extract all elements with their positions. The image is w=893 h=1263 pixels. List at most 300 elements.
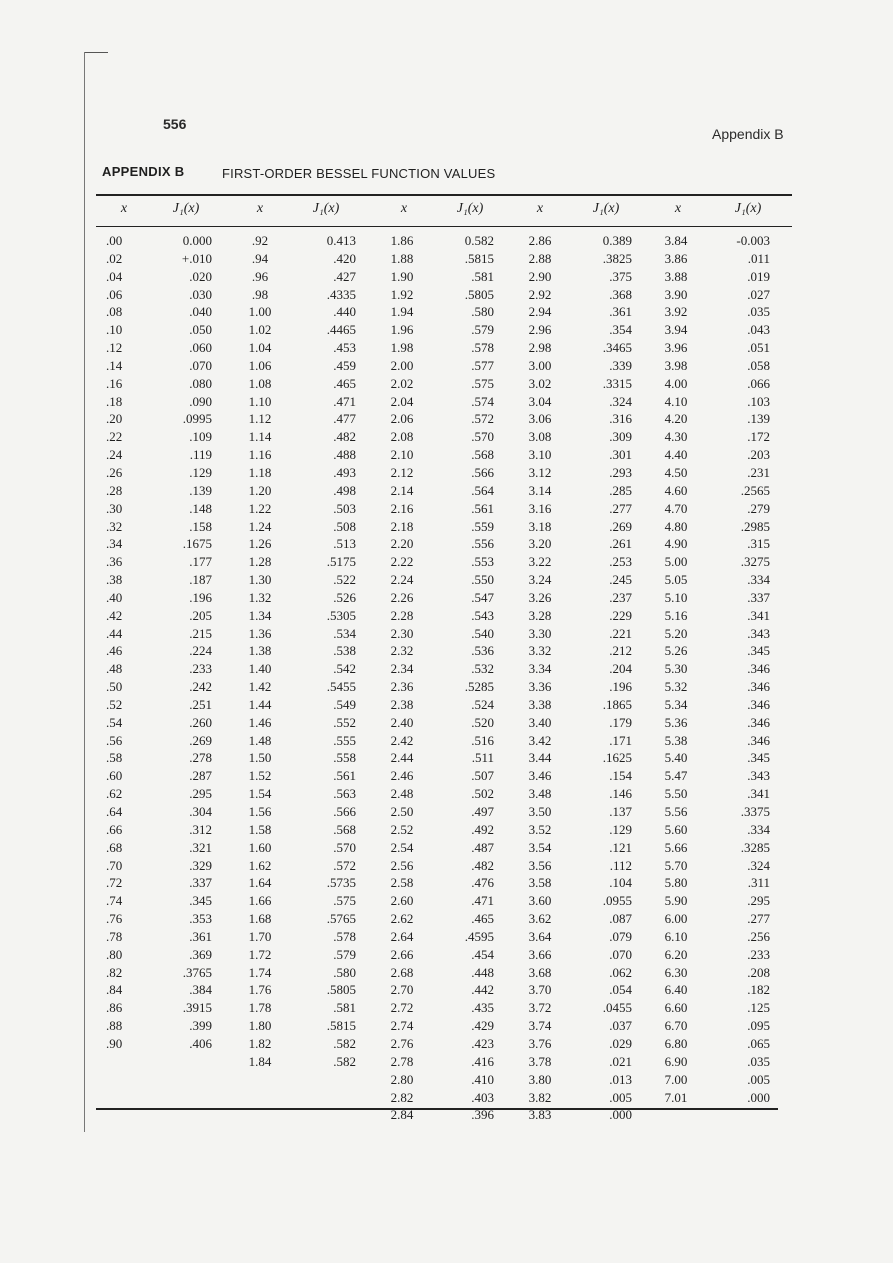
j-value-cell: .582 [333, 1053, 356, 1069]
x-value-cell: 1.76 [248, 982, 272, 998]
j-value-cell: .309 [609, 429, 632, 445]
x-value-cell: 2.96 [528, 322, 552, 338]
j-value-cell: .0995 [182, 411, 212, 427]
x-value-cell: 3.32 [528, 643, 552, 659]
j-value-cell: .129 [609, 821, 632, 837]
x-value-cell: 2.20 [390, 536, 414, 552]
x-value-cell: 1.88 [390, 250, 414, 266]
header-x-3: x [400, 201, 408, 216]
x-value-cell: 2.98 [528, 340, 552, 356]
x-column-3 [376, 232, 428, 1124]
j-value-cell: .572 [333, 857, 356, 873]
x-value-cell: 5.80 [664, 875, 688, 891]
x-value-cell: .32 [106, 518, 123, 534]
x-value-cell: 3.10 [528, 447, 552, 463]
x-value-cell: 1.70 [248, 928, 272, 944]
x-value-cell: 4.10 [664, 393, 688, 409]
j-value-cell: .129 [189, 464, 212, 480]
x-value-cell: 2.86 [528, 233, 552, 248]
x-value-cell: 3.06 [528, 411, 552, 427]
j-value-cell: .471 [471, 893, 494, 909]
j-value-cell: .3915 [182, 1000, 212, 1016]
j-value-cell: .148 [189, 500, 212, 516]
j-value-cell: .534 [333, 625, 356, 641]
j-value-cell: .572 [471, 411, 494, 427]
x-value-cell: 2.74 [390, 1018, 414, 1034]
x-value-cell: 3.20 [528, 536, 552, 552]
x-value-cell: 2.92 [528, 286, 552, 302]
x-value-cell: 1.54 [248, 786, 272, 802]
x-value-cell: .46 [106, 643, 123, 659]
j-value-cell: .233 [189, 661, 212, 677]
j-value-cell: .0955 [602, 893, 632, 909]
j-value-cell: .5175 [326, 554, 356, 570]
x-value-cell: 2.08 [390, 429, 414, 445]
x-value-cell: 3.28 [528, 607, 552, 623]
x-value-cell: 3.00 [528, 357, 552, 373]
j-value-cell: .423 [471, 1035, 494, 1051]
j-value-cell: .5285 [464, 679, 494, 695]
x-value-cell: 2.18 [390, 518, 414, 534]
x-value-cell: 1.20 [248, 482, 272, 498]
x-value-cell: 2.56 [390, 857, 414, 873]
page-number: 556 [163, 116, 187, 132]
j-value-cell: .536 [471, 643, 494, 659]
j-value-cell: .5815 [326, 1018, 356, 1034]
x-value-cell: 1.06 [248, 357, 272, 373]
x-value-cell: .04 [106, 268, 123, 284]
j-value-cell: .095 [747, 1018, 770, 1034]
j-value-cell: .080 [189, 375, 212, 391]
j-value-cell: .2565 [740, 482, 770, 498]
j-column-2 [292, 232, 356, 1071]
x-value-cell: 2.02 [390, 375, 414, 391]
j-value-cell: .477 [333, 411, 356, 427]
j-value-cell: .493 [333, 464, 356, 480]
j-value-cell: -0.003 [736, 233, 770, 248]
j-value-cell: .559 [471, 518, 494, 534]
j-value-cell: .051 [747, 340, 770, 356]
j-value-cell: .416 [471, 1053, 494, 1069]
j-value-cell: .277 [609, 500, 632, 516]
x-value-cell: 1.16 [248, 447, 272, 463]
j-value-cell: .5805 [326, 982, 356, 998]
j-value-cell: .346 [747, 714, 770, 730]
x-value-cell: 1.12 [248, 411, 272, 427]
x-value-cell: 2.26 [390, 589, 414, 605]
j-value-cell: 0.582 [464, 233, 494, 248]
x-value-cell: .30 [106, 500, 123, 516]
x-value-cell: 2.24 [390, 572, 414, 588]
x-value-cell: 2.64 [390, 928, 414, 944]
x-value-cell: 4.40 [664, 447, 688, 463]
x-value-cell: .62 [106, 786, 123, 802]
j-value-cell: .062 [609, 964, 632, 980]
x-value-cell: 3.36 [528, 679, 552, 695]
x-value-cell: 6.90 [664, 1053, 688, 1069]
x-value-cell: .78 [106, 928, 123, 944]
x-value-cell: 7.00 [664, 1071, 688, 1087]
x-value-cell: 3.50 [528, 804, 552, 819]
header-x-1: x [120, 201, 128, 216]
x-value-cell: 2.84 [390, 1107, 414, 1123]
j-value-cell: .000 [747, 1089, 770, 1105]
x-column-2 [234, 232, 286, 1071]
x-value-cell: 1.84 [248, 1053, 272, 1069]
j-value-cell: .558 [333, 750, 356, 766]
j-value-cell: .476 [471, 875, 494, 891]
x-value-cell: 6.70 [664, 1018, 688, 1034]
j-value-cell: .215 [189, 625, 212, 641]
j-value-cell: .353 [189, 911, 212, 927]
j-value-cell: .2985 [740, 518, 770, 534]
x-value-cell: 3.86 [664, 250, 688, 266]
x-value-cell: 3.90 [664, 286, 688, 302]
j-value-cell: .516 [471, 732, 494, 748]
j-value-cell: .345 [747, 643, 770, 659]
j-value-cell: .060 [189, 340, 212, 356]
j-value-cell: 0.389 [602, 233, 632, 248]
x-value-cell: 4.50 [664, 464, 688, 480]
header-x-5: x [674, 201, 682, 216]
j-value-cell: .196 [189, 589, 212, 605]
j-value-cell: .555 [333, 732, 356, 748]
j-value-cell: .090 [189, 393, 212, 409]
x-value-cell: 1.04 [248, 340, 272, 356]
x-value-cell: 1.60 [248, 839, 272, 855]
j-value-cell: .346 [747, 661, 770, 677]
j-value-cell: .5735 [326, 875, 356, 891]
x-value-cell: 3.22 [528, 554, 552, 570]
x-value-cell: 2.16 [390, 500, 414, 516]
x-value-cell: 1.30 [248, 572, 272, 588]
j-value-cell: .287 [189, 768, 212, 784]
j-value-cell: .440 [333, 304, 356, 320]
j-value-cell: .561 [333, 768, 356, 784]
j-value-cell: .581 [333, 1000, 356, 1016]
x-value-cell: 5.05 [664, 572, 688, 588]
j-value-cell: .341 [747, 786, 770, 802]
x-value-cell: 2.68 [390, 964, 414, 980]
j-column-4 [568, 232, 632, 1124]
j-value-cell: .354 [609, 322, 632, 338]
x-value-cell: 2.54 [390, 839, 414, 855]
j-value-cell: .454 [471, 946, 494, 962]
x-value-cell: 3.74 [528, 1018, 552, 1034]
x-value-cell: 6.60 [664, 1000, 688, 1016]
j-column-1 [148, 232, 212, 1053]
j-value-cell: .343 [747, 625, 770, 641]
j-value-cell: .337 [189, 875, 212, 891]
j-value-cell: .269 [609, 518, 632, 534]
j-column-5 [706, 232, 770, 1106]
x-value-cell: 1.96 [390, 322, 414, 338]
x-value-cell: 4.20 [664, 411, 688, 427]
x-value-cell: 1.74 [248, 964, 272, 980]
j-value-cell: .563 [333, 786, 356, 802]
x-value-cell: 1.92 [390, 286, 414, 302]
x-value-cell: 3.46 [528, 768, 552, 784]
x-value-cell: 2.34 [390, 661, 414, 677]
j-value-cell: .187 [189, 572, 212, 588]
x-value-cell: 2.14 [390, 482, 414, 498]
j-value-cell: .345 [747, 750, 770, 766]
j-value-cell: .277 [747, 911, 770, 927]
x-value-cell: 1.28 [248, 554, 272, 570]
j-value-cell: .087 [609, 911, 632, 927]
x-value-cell: 1.44 [248, 696, 272, 712]
j-value-cell: .054 [609, 982, 632, 998]
j-value-cell: .125 [747, 1000, 770, 1016]
x-value-cell: 3.38 [528, 696, 552, 712]
j-value-cell: .315 [747, 536, 770, 552]
j-value-cell: .1625 [602, 750, 632, 766]
j-value-cell: .5815 [464, 250, 494, 266]
x-value-cell: 4.30 [664, 429, 688, 445]
j-value-cell: .304 [189, 804, 212, 819]
x-value-cell: .24 [106, 447, 123, 463]
x-value-cell: 1.32 [248, 589, 272, 605]
j-value-cell: .4595 [464, 928, 494, 944]
j-value-cell: .540 [471, 625, 494, 641]
j-value-cell: .035 [747, 304, 770, 320]
j-value-cell: .065 [747, 1035, 770, 1051]
x-value-cell: .60 [106, 768, 123, 784]
j-value-cell: .013 [609, 1071, 632, 1087]
x-value-cell: 1.52 [248, 768, 272, 784]
x-value-cell: 5.40 [664, 750, 688, 766]
x-value-cell: 5.47 [664, 768, 688, 784]
j-value-cell: .3275 [740, 554, 770, 570]
j-value-cell: .3375 [740, 804, 770, 819]
j-value-cell: .179 [609, 714, 632, 730]
j-value-cell: .005 [609, 1089, 632, 1105]
x-value-cell: 1.98 [390, 340, 414, 356]
appendix-label: APPENDIX B [102, 164, 185, 179]
x-value-cell: 3.56 [528, 857, 552, 873]
x-value-cell: 3.08 [528, 429, 552, 445]
j-value-cell: .3315 [602, 375, 632, 391]
j-value-cell: .040 [189, 304, 212, 320]
x-value-cell: 1.10 [248, 393, 272, 409]
j-value-cell: .410 [471, 1071, 494, 1087]
x-value-cell: 5.32 [664, 679, 688, 695]
j-value-cell: .549 [333, 696, 356, 712]
x-value-cell: 3.72 [528, 1000, 552, 1016]
j-value-cell: .312 [189, 821, 212, 837]
j-value-cell: .154 [609, 768, 632, 784]
j-value-cell: .448 [471, 964, 494, 980]
j-value-cell: .403 [471, 1089, 494, 1105]
x-value-cell: .66 [106, 821, 123, 837]
j-value-cell: .119 [189, 447, 212, 463]
j-value-cell: .579 [471, 322, 494, 338]
j-value-cell: .301 [609, 447, 632, 463]
j-value-cell: .109 [189, 429, 212, 445]
j-value-cell: .543 [471, 607, 494, 623]
j-value-cell: .346 [747, 696, 770, 712]
j-value-cell: .237 [609, 589, 632, 605]
x-value-cell: 5.34 [664, 696, 688, 712]
j-value-cell: .503 [333, 500, 356, 516]
x-value-cell: 5.38 [664, 732, 688, 748]
j-value-cell: .278 [189, 750, 212, 766]
j-value-cell: .253 [609, 554, 632, 570]
j-value-cell: .5765 [326, 911, 356, 927]
x-value-cell: 3.62 [528, 911, 552, 927]
x-value-cell: 4.00 [664, 375, 688, 391]
header-j-5: J₁(x) [734, 201, 762, 216]
j-value-cell: .020 [189, 268, 212, 284]
x-value-cell: 3.12 [528, 464, 552, 480]
j-value-cell: .212 [609, 643, 632, 659]
j-value-cell: .538 [333, 643, 356, 659]
x-value-cell: 5.26 [664, 643, 688, 659]
x-value-cell: 5.90 [664, 893, 688, 909]
j-value-cell: .561 [471, 500, 494, 516]
x-value-cell: 6.20 [664, 946, 688, 962]
j-value-cell: .520 [471, 714, 494, 730]
j-value-cell: .396 [471, 1107, 494, 1123]
x-value-cell: 2.82 [390, 1089, 414, 1105]
x-value-cell: 4.90 [664, 536, 688, 552]
j-value-cell: .112 [609, 857, 632, 873]
x-value-cell: 4.80 [664, 518, 688, 534]
x-value-cell: 1.02 [248, 322, 272, 338]
j-value-cell: .492 [471, 821, 494, 837]
x-value-cell: .44 [106, 625, 123, 641]
j-value-cell: .203 [747, 447, 770, 463]
x-value-cell: .92 [251, 233, 269, 248]
j-value-cell: .427 [333, 268, 356, 284]
x-value-cell: 3.52 [528, 821, 552, 837]
x-value-cell: 2.58 [390, 875, 414, 891]
header-j-3: J₁(x) [456, 201, 484, 216]
x-value-cell: 1.38 [248, 643, 272, 659]
j-value-cell: .293 [609, 464, 632, 480]
running-head: Appendix B [712, 126, 784, 142]
x-value-cell: 3.80 [528, 1071, 552, 1087]
j-value-cell: .334 [747, 572, 770, 588]
x-value-cell: 3.94 [664, 322, 688, 338]
x-value-cell: 2.38 [390, 696, 414, 712]
x-value-cell: 5.16 [664, 607, 688, 623]
x-value-cell: 2.00 [390, 357, 414, 373]
x-value-cell: 2.66 [390, 946, 414, 962]
j-value-cell: .550 [471, 572, 494, 588]
x-value-cell: .58 [106, 750, 123, 766]
x-value-cell: 3.30 [528, 625, 552, 641]
j-value-cell: .580 [333, 964, 356, 980]
x-value-cell: 3.66 [528, 946, 552, 962]
j-value-cell: .522 [333, 572, 356, 588]
x-value-cell: .26 [106, 464, 123, 480]
x-value-cell: .76 [106, 911, 123, 927]
j-value-cell: .321 [189, 839, 212, 855]
x-value-cell: 3.58 [528, 875, 552, 891]
j-value-cell: .035 [747, 1053, 770, 1069]
x-value-cell: .54 [106, 714, 123, 730]
j-value-cell: .070 [609, 946, 632, 962]
x-value-cell: .84 [106, 982, 123, 998]
x-value-cell: .86 [106, 1000, 123, 1016]
x-value-cell: 1.50 [248, 750, 272, 766]
x-value-cell: 2.30 [390, 625, 414, 641]
x-value-cell: .96 [251, 268, 269, 284]
j-value-cell: .507 [471, 768, 494, 784]
x-value-cell: 2.52 [390, 821, 414, 837]
j-value-cell: .406 [189, 1035, 212, 1051]
x-value-cell: 2.90 [528, 268, 552, 284]
x-value-cell: .20 [106, 411, 123, 427]
x-value-cell: 4.60 [664, 482, 688, 498]
j-value-cell: .420 [333, 250, 356, 266]
x-value-cell: 3.26 [528, 589, 552, 605]
j-value-cell: .566 [333, 804, 356, 819]
j-value-cell: .552 [333, 714, 356, 730]
j-value-cell: .442 [471, 982, 494, 998]
j-value-cell: .233 [747, 946, 770, 962]
x-value-cell: 3.16 [528, 500, 552, 516]
j-value-cell: .285 [609, 482, 632, 498]
j-value-cell: .221 [609, 625, 632, 641]
j-value-cell: .324 [747, 857, 770, 873]
j-value-cell: .043 [747, 322, 770, 338]
x-value-cell: .50 [106, 679, 123, 695]
j-value-cell: .575 [471, 375, 494, 391]
j-value-cell: .346 [747, 679, 770, 695]
x-value-cell: 3.88 [664, 268, 688, 284]
j-value-cell: .172 [747, 429, 770, 445]
x-value-cell: .14 [106, 357, 123, 373]
x-value-cell: 1.72 [248, 946, 272, 962]
j-value-cell: .487 [471, 839, 494, 855]
x-value-cell: 3.60 [528, 893, 552, 909]
j-value-cell: .011 [747, 250, 770, 266]
x-value-cell: .34 [106, 536, 123, 552]
j-value-cell: .435 [471, 1000, 494, 1016]
x-value-cell: 3.02 [528, 375, 552, 391]
page-edge-top [84, 52, 108, 53]
j-value-cell: .564 [471, 482, 494, 498]
j-value-cell: .334 [747, 821, 770, 837]
j-value-cell: .251 [189, 696, 212, 712]
j-value-cell: .066 [747, 375, 770, 391]
x-value-cell: 2.62 [390, 911, 414, 927]
j-value-cell: .139 [747, 411, 770, 427]
x-value-cell: 3.68 [528, 964, 552, 980]
j-value-cell: .580 [471, 304, 494, 320]
j-value-cell: .3825 [602, 250, 632, 266]
table-header-rule [96, 226, 792, 227]
x-value-cell: .56 [106, 732, 123, 748]
x-value-cell: .02 [106, 250, 123, 266]
x-value-cell: .72 [106, 875, 123, 891]
j-value-cell: .137 [609, 804, 632, 819]
j-value-cell: .5305 [326, 607, 356, 623]
x-value-cell: 3.76 [528, 1035, 552, 1051]
x-value-cell: 2.10 [390, 447, 414, 463]
x-value-cell: .68 [106, 839, 123, 855]
x-value-cell: 5.70 [664, 857, 688, 873]
x-value-cell: 2.94 [528, 304, 552, 320]
x-value-cell: 3.40 [528, 714, 552, 730]
x-value-cell: 1.56 [248, 804, 272, 819]
j-value-cell: .5455 [326, 679, 356, 695]
j-value-cell: .030 [189, 286, 212, 302]
j-value-cell: .316 [609, 411, 632, 427]
x-value-cell: 3.44 [528, 750, 552, 766]
